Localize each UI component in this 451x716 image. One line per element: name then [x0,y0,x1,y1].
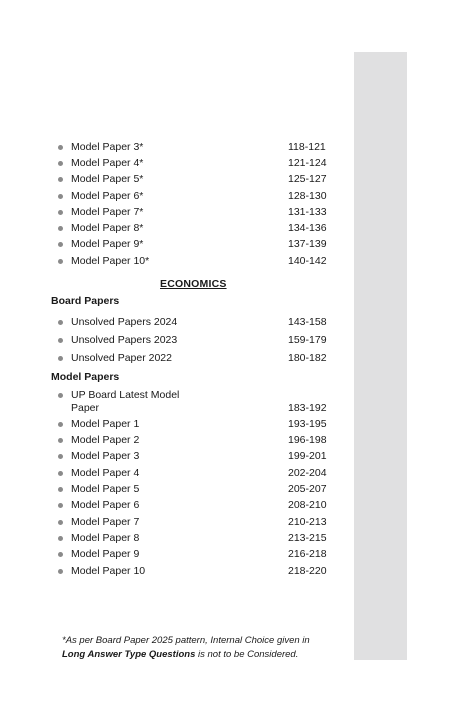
bullet-icon [58,210,63,215]
page-range: 208-210 [288,499,327,511]
bullet-icon [58,536,63,541]
page-range: 118-121 [288,141,326,153]
page-range: 193-195 [288,418,327,430]
entry-label: Model Paper 9 [71,548,140,560]
entry-label: Model Paper 5 [71,483,140,495]
list-item [0,332,340,348]
entry-label: Paper [71,402,100,414]
page-range: 159-179 [288,334,327,346]
list-item [0,465,340,481]
entry-label: Unsolved Papers 2023 [71,334,178,346]
bullet-icon [58,320,63,325]
entry-label: Model Paper 4 [71,467,140,479]
page-range: 210-213 [288,516,327,528]
page-range: 121-124 [288,157,327,169]
list-item [0,481,340,497]
bullet-icon [58,259,63,264]
page-range: 218-220 [288,565,327,577]
subject-heading: ECONOMICS [160,278,227,290]
bullet-icon [58,177,63,182]
page-range: 140-142 [288,255,327,267]
list-item [0,416,340,432]
bullet-icon [58,338,63,343]
list-item [0,188,340,204]
bullet-icon [58,487,63,492]
footnote-bold: Long Answer Type Questions [62,649,196,660]
bullet-icon [58,356,63,361]
page-range: 202-204 [288,467,327,479]
entry-label: Model Paper 1 [71,418,140,430]
list-item [0,350,340,366]
bullet-icon [58,503,63,508]
entry-label: Model Paper 9* [71,238,144,250]
entry-label: Model Paper 3 [71,450,140,462]
entry-label: Model Paper 2 [71,434,140,446]
entry-label: Model Paper 7 [71,516,140,528]
list-item [0,530,340,546]
list-item [0,514,340,530]
model-papers-heading: Model Papers [51,371,120,383]
side-margin-strip [354,52,407,660]
page-range: 196-198 [288,434,327,446]
page-range: 213-215 [288,532,327,544]
entry-label: Model Paper 6 [71,499,140,511]
list-item [0,497,340,513]
list-item [0,563,340,579]
page-range: 134-136 [288,222,327,234]
page-range: 128-130 [288,190,327,202]
page-range: 205-207 [288,483,327,495]
list-item [0,220,340,236]
bullet-icon [58,393,63,398]
list-item [0,253,340,269]
list-item [0,448,340,464]
page-range: 131-133 [288,206,327,218]
entry-label: Model Paper 8 [71,532,140,544]
list-item [0,546,340,562]
entry-label: Model Paper 4* [71,157,144,169]
page-range: 216-218 [288,548,327,560]
page-range: 183-192 [288,402,327,414]
page-range: 137-139 [288,238,327,250]
page-range: 180-182 [288,352,327,364]
page-range: 199-201 [288,450,327,462]
list-item [0,314,340,330]
footnote-line1: *As per Board Paper 2025 pattern, Internal Choice given in [62,635,310,646]
bullet-icon [58,226,63,231]
page-range: 125-127 [288,173,327,185]
entry-label: UP Board Latest Model [71,389,180,401]
entry-label: Model Paper 10* [71,255,150,267]
entry-label: Model Paper 3* [71,141,144,153]
list-item [0,236,340,252]
entry-label: Model Paper 7* [71,206,144,218]
list-item [0,171,340,187]
entry-label: Model Paper 5* [71,173,144,185]
list-item [0,204,340,220]
bullet-icon [58,454,63,459]
page-range: 143-158 [288,316,327,328]
list-item [0,155,340,171]
entry-label: Unsolved Paper 2022 [71,352,172,364]
bullet-icon [58,471,63,476]
bullet-icon [58,242,63,247]
board-papers-heading: Board Papers [51,295,120,307]
bullet-icon [58,422,63,427]
entry-label: Model Paper 10 [71,565,146,577]
bullet-icon [58,438,63,443]
list-item [0,432,340,448]
bullet-icon [58,194,63,199]
entry-label: Unsolved Papers 2024 [71,316,178,328]
entry-label: Model Paper 8* [71,222,144,234]
bullet-icon [58,552,63,557]
bullet-icon [58,161,63,166]
footnote-rest: is not to be Considered. [195,649,299,660]
list-item [0,139,340,155]
list-item-continuation [0,400,340,416]
bullet-icon [58,569,63,574]
entry-label: Model Paper 6* [71,190,144,202]
bullet-icon [58,145,63,150]
footnote [62,634,347,662]
bullet-icon [58,520,63,525]
